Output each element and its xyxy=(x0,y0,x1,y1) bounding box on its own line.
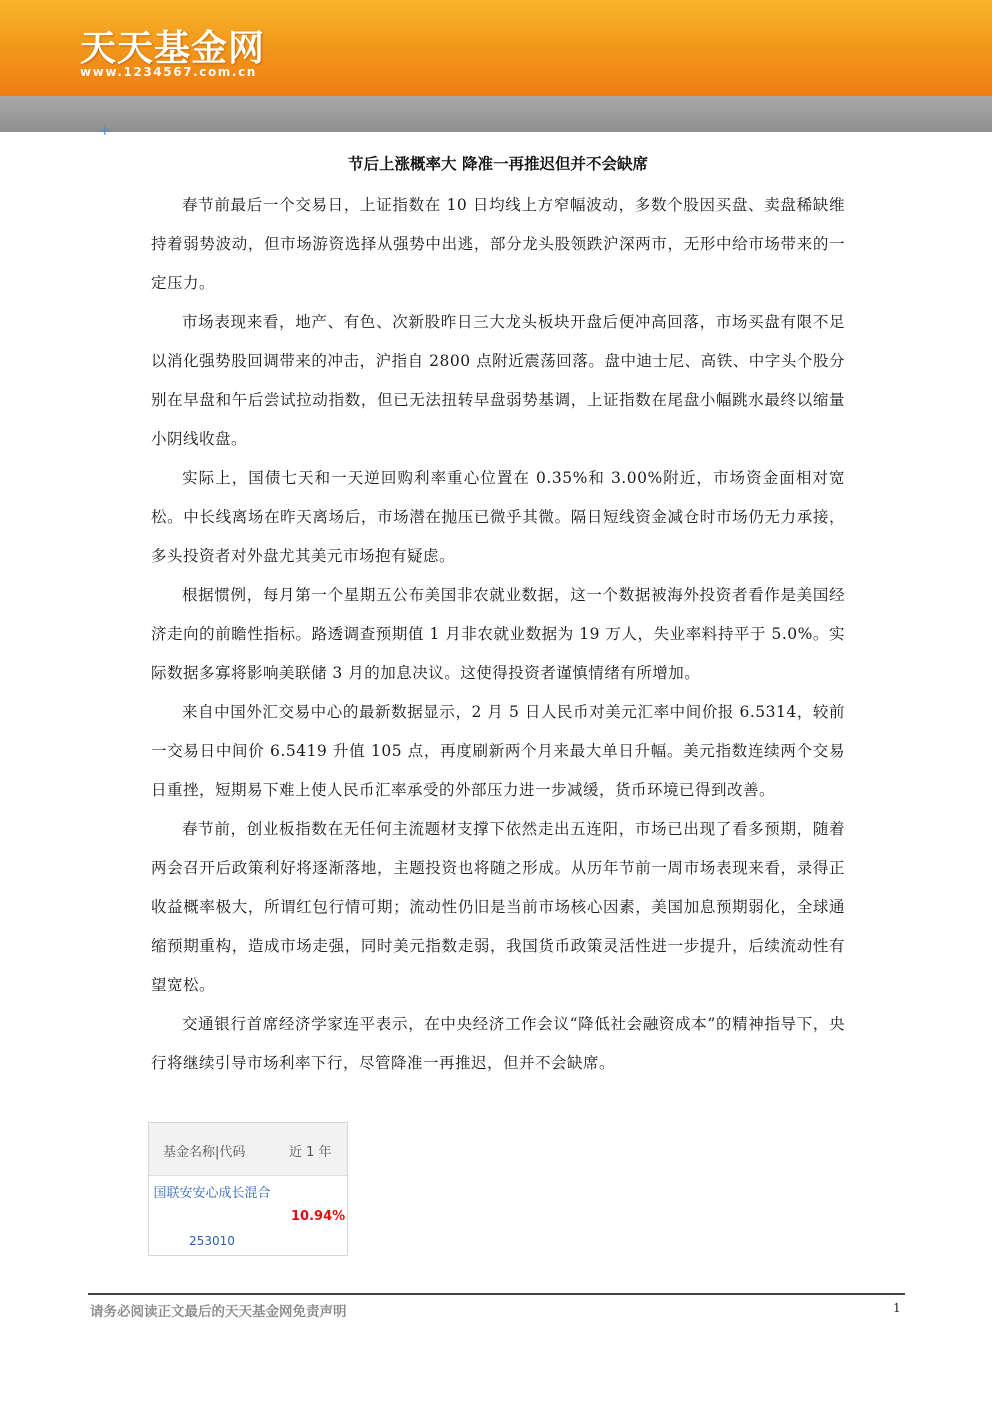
article-title: 节后上涨概率大 降准一再推迟但并不会缺席 xyxy=(348,155,648,173)
article-paragraph: 实际上，国债七天和一天逆回购利率重心位置在 0.35%和 3.00%附近，市场资金面相对宽松。中长线离场在昨天离场后，市场潜在抛压已微乎其微。隔日短线资金减仓时市场仍无力承接，多头投资者对外盘尤其美元市场抱有疑虑。 xyxy=(151,469,845,565)
article-paragraph: 春节前，创业板指数在无任何主流题材支撑下依然走出五连阳，市场已出现了看多预期，随着两会召开后政策利好将逐渐落地，主题投资也将随之形成。从历年节前一周市场表现来看，录得正收益概率极大，所谓红包行情可期；流动性仍旧是当前市场核心因素，美国加息预期弱化，全球通缩预期重构，造成市场走强，同时美元指数走弱，我国货币政策灵活性进一步提升，后续流动性有望宽松。 xyxy=(151,820,845,994)
footer-divider xyxy=(88,1293,905,1295)
header-divider-bar xyxy=(0,96,992,132)
fund-table xyxy=(148,1122,348,1256)
fund-return-value: 10.94% xyxy=(291,1209,346,1224)
fund-return-column-header: 近 1 年 xyxy=(289,1145,332,1160)
fund-name-link[interactable]: 国联安安心成长混合 xyxy=(153,1186,271,1201)
site-banner xyxy=(0,0,992,96)
plus-icon: + xyxy=(99,123,111,139)
footer-disclaimer: 请务必阅读正文最后的天天基金网免责声明 xyxy=(90,1304,347,1320)
fund-code-link[interactable]: 253010 xyxy=(189,1234,235,1248)
site-logo[interactable]: 天天基金网 xyxy=(80,28,266,69)
article-paragraph: 交通银行首席经济学家连平表示，在中央经济工作会议“降低社会融资成本”的精神指导下，央行将继续引导市场利率下行，尽管降准一再推迟，但并不会缺席。 xyxy=(151,1015,845,1072)
article-paragraph: 来自中国外汇交易中心的最新数据显示，2 月 5 日人民币对美元汇率中间价报 6.5314，较前一交易日中间价 6.5419 升值 105 点，再度刷新两个月来最大单日升幅。美元指数连续两个交易日重挫，短期易下难上使人民币汇率承受的外部压力进一步减缓，货币环境已得到改善。 xyxy=(151,703,845,799)
page-number: 1 xyxy=(893,1301,901,1315)
site-url[interactable]: www.1234567.com.cn xyxy=(80,65,257,79)
fund-table-header xyxy=(149,1123,347,1176)
article-paragraph: 春节前最后一个交易日，上证指数在 10 日均线上方窄幅波动，多数个股因买盘、卖盘稀缺维持着弱势波动，但市场游资选择从强势中出逃，部分龙头股领跌沪深两市，无形中给市场带来的一定压力。 xyxy=(151,196,845,292)
article-paragraph: 市场表现来看，地产、有色、次新股昨日三大龙头板块开盘后便冲高回落，市场买盘有限不足以消化强势股回调带来的冲击，沪指自 2800 点附近震荡回落。盘中迪士尼、高铁、中字头个股分别在早盘和午后尝试拉动指数，但已无法扭转早盘弱势基调，上证指数在尾盘小幅跳水最终以缩量小阴线收盘。 xyxy=(151,313,845,448)
article-paragraph: 根据惯例，每月第一个星期五公布美国非农就业数据，这一个数据被海外投资者看作是美国经济走向的前瞻性指标。路透调查预期值 1 月非农就业数据为 19 万人，失业率料持平于 5.0%。实际数据多寡将影响美联储 3 月的加息决议。这使得投资者谨慎情绪有所增加。 xyxy=(151,586,845,682)
fund-name-column-header: 基金名称|代码 xyxy=(163,1145,246,1160)
article xyxy=(151,150,845,1083)
